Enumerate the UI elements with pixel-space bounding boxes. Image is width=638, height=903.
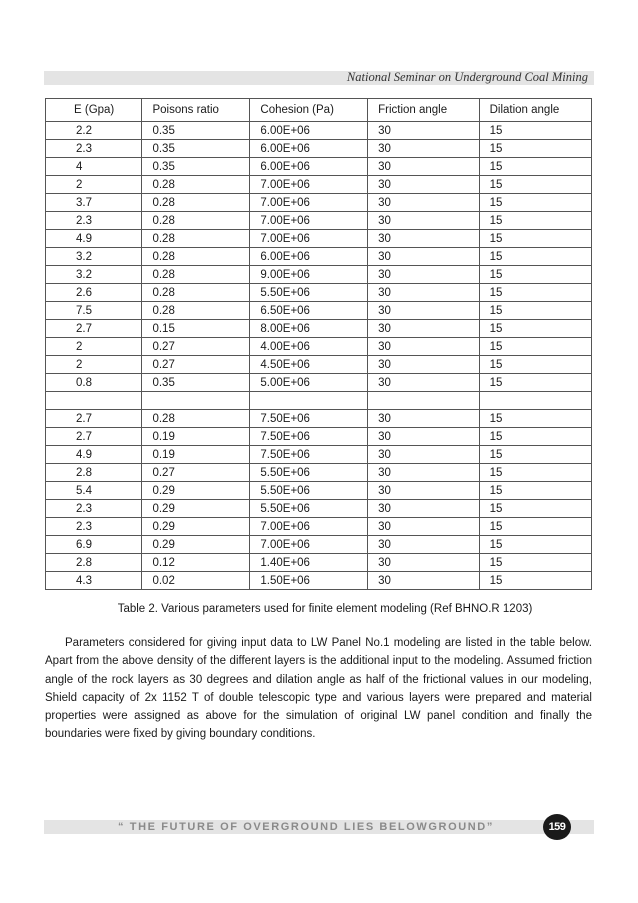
table-cell: 30 <box>368 518 479 536</box>
table-cell: 7.50E+06 <box>250 410 368 428</box>
table-cell: 30 <box>368 122 479 140</box>
table-cell: 30 <box>368 302 479 320</box>
table-cell: 15 <box>479 482 591 500</box>
table-cell <box>479 392 591 410</box>
table-cell: 4 <box>46 158 142 176</box>
table-cell: 4.9 <box>46 446 142 464</box>
table-cell: 15 <box>479 140 591 158</box>
table-row <box>46 518 592 536</box>
table-cell: 7.50E+06 <box>250 428 368 446</box>
table-cell: 7.00E+06 <box>250 194 368 212</box>
table-cell: 0.28 <box>142 194 250 212</box>
table-cell: 4.00E+06 <box>250 338 368 356</box>
table-row <box>46 338 592 356</box>
table-header-row <box>46 99 592 122</box>
column-header: Cohesion (Pa) <box>250 99 368 122</box>
table-cell: 15 <box>479 536 591 554</box>
table-row <box>46 464 592 482</box>
table-row <box>46 194 592 212</box>
table-cell: 30 <box>368 374 479 392</box>
table-cell: 30 <box>368 554 479 572</box>
table-cell: 5.50E+06 <box>250 284 368 302</box>
table-cell: 0.27 <box>142 356 250 374</box>
table-row <box>46 176 592 194</box>
table-row <box>46 410 592 428</box>
table-cell: 0.28 <box>142 230 250 248</box>
table-cell: 15 <box>479 266 591 284</box>
table-row <box>46 302 592 320</box>
table-cell: 30 <box>368 248 479 266</box>
body-paragraph: Parameters considered for giving input data to LW Panel No.1 modeling are listed in the table below. Apart from the above density of the different layers is the additional input to the modeling. Assumed friction angle of the rock layers as 30 degrees and dilation angle as half of the frictional values in our modeling, Shield capacity of 2x 1152 T of double telescopic type and various layers were prepared and material properties were assigned as above for the simulation of original LW panel condition and finally the boundaries were fixed by giving boundary conditions. <box>45 637 592 741</box>
table-body <box>46 122 592 590</box>
table-row <box>46 536 592 554</box>
table-cell: 1.50E+06 <box>250 572 368 590</box>
table-row <box>46 374 592 392</box>
table-cell: 4.9 <box>46 230 142 248</box>
table-cell: 5.4 <box>46 482 142 500</box>
table-cell: 0.35 <box>142 140 250 158</box>
table-cell: 9.00E+06 <box>250 266 368 284</box>
table-cell: 15 <box>479 176 591 194</box>
table-cell: 15 <box>479 320 591 338</box>
table-cell: 0.35 <box>142 374 250 392</box>
table-cell: 15 <box>479 410 591 428</box>
table-cell: 0.28 <box>142 284 250 302</box>
table-row <box>46 122 592 140</box>
table-row <box>46 320 592 338</box>
table-cell: 30 <box>368 284 479 302</box>
table-cell: 15 <box>479 428 591 446</box>
table-cell: 2.7 <box>46 428 142 446</box>
table-cell: 15 <box>479 554 591 572</box>
table-cell: 15 <box>479 518 591 536</box>
table-cell: 0.35 <box>142 158 250 176</box>
column-header: Friction angle <box>368 99 479 122</box>
column-header: Poisons ratio <box>142 99 250 122</box>
table-cell: 0.28 <box>142 176 250 194</box>
table-cell <box>142 392 250 410</box>
footer-motto: “ THE FUTURE OF OVERGROUND LIES BELOWGROUND” <box>118 821 494 833</box>
table-row <box>46 140 592 158</box>
table-cell: 6.50E+06 <box>250 302 368 320</box>
table-cell <box>368 392 479 410</box>
table-cell: 2.2 <box>46 122 142 140</box>
table-row <box>46 284 592 302</box>
table-cell: 6.9 <box>46 536 142 554</box>
table-cell: 30 <box>368 140 479 158</box>
table-cell: 7.5 <box>46 302 142 320</box>
table-cell: 15 <box>479 500 591 518</box>
table-cell: 2.8 <box>46 464 142 482</box>
table-cell: 2 <box>46 338 142 356</box>
table-row <box>46 500 592 518</box>
table-cell: 15 <box>479 572 591 590</box>
table-cell: 15 <box>479 194 591 212</box>
page-number: 159 <box>543 814 571 840</box>
table-cell: 2.8 <box>46 554 142 572</box>
table-cell: 2.3 <box>46 500 142 518</box>
table-cell: 4.3 <box>46 572 142 590</box>
table-cell: 7.00E+06 <box>250 230 368 248</box>
table-cell <box>46 392 142 410</box>
column-header: E (Gpa) <box>46 99 142 122</box>
table-cell: 3.2 <box>46 266 142 284</box>
table-cell: 0.27 <box>142 464 250 482</box>
table-cell: 30 <box>368 194 479 212</box>
table-cell: 2.3 <box>46 212 142 230</box>
table-cell: 15 <box>479 464 591 482</box>
table-cell: 0.28 <box>142 248 250 266</box>
table-cell: 5.50E+06 <box>250 482 368 500</box>
table-cell: 30 <box>368 482 479 500</box>
table-cell: 30 <box>368 536 479 554</box>
table-cell: 2.3 <box>46 140 142 158</box>
table-row <box>46 428 592 446</box>
table-row <box>46 554 592 572</box>
table-row <box>46 572 592 590</box>
table-cell: 0.29 <box>142 518 250 536</box>
table-cell: 15 <box>479 338 591 356</box>
table-cell: 2 <box>46 356 142 374</box>
table-cell: 15 <box>479 248 591 266</box>
table-cell <box>250 392 368 410</box>
table-cell: 30 <box>368 266 479 284</box>
table-cell: 2 <box>46 176 142 194</box>
table-cell: 30 <box>368 428 479 446</box>
table-cell: 8.00E+06 <box>250 320 368 338</box>
table-cell: 7.00E+06 <box>250 518 368 536</box>
table-row <box>46 392 592 410</box>
table-cell: 15 <box>479 284 591 302</box>
table-cell: 5.50E+06 <box>250 464 368 482</box>
table-cell: 30 <box>368 410 479 428</box>
table-cell: 3.2 <box>46 248 142 266</box>
table-row <box>46 356 592 374</box>
table-cell: 30 <box>368 338 479 356</box>
table-cell: 7.00E+06 <box>250 176 368 194</box>
table-cell: 30 <box>368 176 479 194</box>
table-cell: 15 <box>479 122 591 140</box>
table-cell: 0.29 <box>142 500 250 518</box>
table-cell: 5.00E+06 <box>250 374 368 392</box>
table-cell: 30 <box>368 320 479 338</box>
table-cell: 2.7 <box>46 320 142 338</box>
table-cell: 1.40E+06 <box>250 554 368 572</box>
table-cell: 6.00E+06 <box>250 248 368 266</box>
table-cell: 3.7 <box>46 194 142 212</box>
parameters-table <box>45 98 592 590</box>
table-cell: 7.00E+06 <box>250 212 368 230</box>
table-cell: 15 <box>479 212 591 230</box>
table-cell: 7.50E+06 <box>250 446 368 464</box>
table-cell: 2.6 <box>46 284 142 302</box>
table-cell: 30 <box>368 212 479 230</box>
table-caption: Table 2. Various parameters used for finite element modeling (Ref BHNO.R 1203) <box>117 603 533 615</box>
table-cell: 0.19 <box>142 446 250 464</box>
table-cell: 6.00E+06 <box>250 158 368 176</box>
table-cell: 15 <box>479 158 591 176</box>
table-cell: 30 <box>368 572 479 590</box>
table-cell: 5.50E+06 <box>250 500 368 518</box>
table-cell: 0.19 <box>142 428 250 446</box>
table-row <box>46 446 592 464</box>
table-cell: 30 <box>368 464 479 482</box>
table-cell: 0.12 <box>142 554 250 572</box>
table-cell: 0.28 <box>142 302 250 320</box>
table-cell: 15 <box>479 374 591 392</box>
table-cell: 0.29 <box>142 482 250 500</box>
table-cell: 0.28 <box>142 266 250 284</box>
table-cell: 30 <box>368 446 479 464</box>
table-cell: 2.3 <box>46 518 142 536</box>
table-cell: 0.29 <box>142 536 250 554</box>
table-cell: 0.28 <box>142 212 250 230</box>
table-cell: 0.8 <box>46 374 142 392</box>
table-cell: 7.00E+06 <box>250 536 368 554</box>
table-cell: 4.50E+06 <box>250 356 368 374</box>
table-cell: 30 <box>368 356 479 374</box>
table-cell: 0.35 <box>142 122 250 140</box>
table-cell: 15 <box>479 302 591 320</box>
table-cell: 0.28 <box>142 410 250 428</box>
table-row <box>46 482 592 500</box>
table-row <box>46 248 592 266</box>
table-cell: 15 <box>479 446 591 464</box>
table-row <box>46 158 592 176</box>
table-row <box>46 230 592 248</box>
column-header: Dilation angle <box>479 99 591 122</box>
table-cell: 30 <box>368 500 479 518</box>
table-cell: 30 <box>368 230 479 248</box>
table-cell: 15 <box>479 230 591 248</box>
table-cell: 30 <box>368 158 479 176</box>
table-cell: 6.00E+06 <box>250 140 368 158</box>
table-row <box>46 266 592 284</box>
table-cell: 2.7 <box>46 410 142 428</box>
table-row <box>46 212 592 230</box>
table-cell: 6.00E+06 <box>250 122 368 140</box>
table-cell: 0.27 <box>142 338 250 356</box>
table-cell: 0.15 <box>142 320 250 338</box>
table-cell: 0.02 <box>142 572 250 590</box>
table-cell: 15 <box>479 356 591 374</box>
journal-header: National Seminar on Underground Coal Mining <box>346 70 588 84</box>
